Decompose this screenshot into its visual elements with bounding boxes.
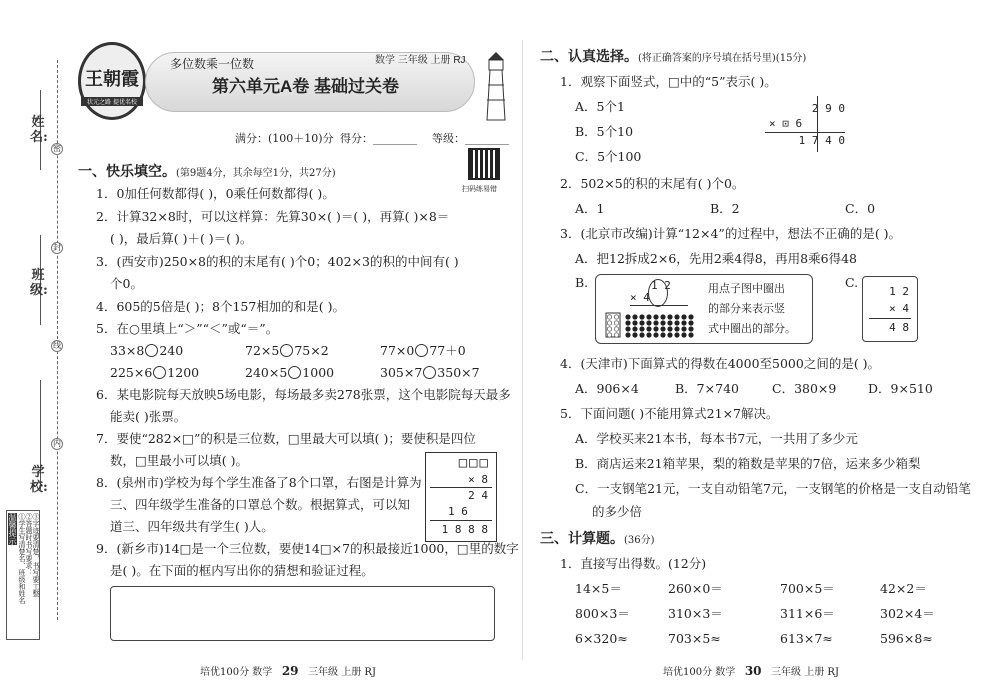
option-label[interactable]: C. [845, 275, 859, 290]
calc-line: × 4 [630, 291, 650, 304]
calc-item[interactable]: 14×5＝ [575, 581, 622, 596]
dot-diagram-box [595, 274, 813, 344]
calc-item[interactable]: 302×4＝ [880, 606, 935, 621]
question-text: 5．下面问题( )不能用算式21×7解决。 [560, 406, 779, 421]
compare-circle[interactable] [288, 366, 301, 379]
notice-title: 温馨提示 [8, 513, 17, 545]
page-number: 30 [744, 664, 762, 678]
compare-row [380, 364, 480, 382]
calc-item[interactable]: 6×320≈ [575, 631, 628, 646]
question-text: 7．要使“282×□”的积是三位数，□里最大可以填( )；要使积是四位 [96, 431, 476, 446]
option[interactable]: C．5个100 [575, 149, 642, 164]
calc-line: 1 7 4 0 [798, 134, 845, 147]
question-text: 能卖( )张票。 [110, 409, 187, 424]
notice-item: ③字迹要清楚，书写要工整 [32, 513, 40, 597]
name-label: 姓名: [30, 115, 48, 145]
calc-rule [430, 487, 492, 488]
caption-line: 式中圈出的部分。 [708, 322, 796, 335]
calc-item[interactable]: 596×8≈ [880, 631, 933, 646]
calc-line: × 8 [468, 473, 488, 486]
compare-circle[interactable] [145, 344, 158, 357]
compare-expr: 77×0 [380, 343, 415, 358]
option[interactable]: A．把12拆成2×6，先用2乘4得8，再用8乘6得48 [575, 251, 857, 266]
calc-item[interactable]: 613×7≈ [780, 631, 833, 646]
question-text: 2．502×5的积的末尾有( )个0。 [560, 176, 745, 191]
page-number: 29 [281, 664, 299, 678]
footer-grade: 三年级 上册 RJ [771, 667, 839, 678]
question-text: 4．605的5倍是( )；8个157相加的和是( )。 [96, 299, 346, 314]
footer-brand: 培优100分 数学 [200, 667, 273, 678]
option[interactable]: A．1 [575, 201, 605, 216]
part1-heading [78, 163, 336, 183]
question-text: 三、四年级学生准备的口罩总个数。根据算式，可以知 [110, 497, 411, 512]
circled-part [648, 279, 668, 307]
compare-expr: 72×5 [245, 343, 280, 358]
option[interactable]: B．7×740 [675, 381, 739, 396]
question-text: 6．某电影院每天放映5场电影，每场最多卖278张票，这个电影院每天最多 [96, 387, 511, 402]
footer-grade: 三年级 上册 RJ [308, 667, 376, 678]
vertical-calc-q1 [755, 102, 845, 152]
calc-line: 1 2 [889, 285, 909, 298]
exam-title: 第六单元A卷 基础过关卷 [212, 77, 399, 96]
calc-line: 1 2 [651, 279, 671, 292]
brand-logo [78, 42, 146, 120]
answer-box-q9[interactable] [110, 586, 495, 641]
calc-line: 2 9 0 [811, 102, 845, 115]
question-text: 1．直接写出得数。(12分) [560, 556, 707, 571]
brand-name: 王朝霞 [85, 69, 139, 90]
question-text: 1．观察下面竖式，□中的“5”表示( )。 [560, 74, 777, 89]
compare-row [110, 342, 183, 360]
notice-item: ①学生写清楚名、班级和姓名 [18, 513, 26, 604]
compare-row [245, 342, 329, 360]
question-text: 2．计算32×8时，可以这样算：先算30×( )＝( )，再算( )×8＝ [96, 209, 450, 224]
compare-expr: 1200 [167, 365, 200, 380]
score-got: 得分：________ [340, 132, 417, 145]
calc-rule [869, 318, 911, 319]
compare-expr: 305×7 [380, 365, 423, 380]
compare-expr: 33×8 [110, 343, 145, 358]
calc-item[interactable]: 310×3＝ [668, 606, 723, 621]
seal-mark: 密 [53, 144, 61, 153]
part3-note: (36分) [624, 535, 655, 546]
option[interactable]: C．0 [845, 201, 876, 216]
part3-title: 三、计算题。 [540, 531, 624, 547]
calc-line: × 4 [889, 302, 909, 315]
dot-array [604, 311, 704, 339]
question-text: 3．(北京市改编)计算“12×4”的过程中，想法不正确的是( )。 [560, 226, 902, 241]
question-text: 道三、四年级共有学生( )人。 [110, 519, 274, 534]
class-label: 班级: [30, 268, 48, 298]
option[interactable]: A．906×4 [575, 381, 639, 396]
calc-item[interactable]: 311×6＝ [780, 606, 835, 621]
compare-circle[interactable] [415, 344, 428, 357]
subject-info: 数学 三年级 上册 RJ [375, 55, 466, 66]
question-text: 3．(西安市)250×8的积的末尾有( )个0；402×3的积的中间有( ) [96, 254, 459, 269]
calc-line: 1 8 8 8 [441, 523, 488, 536]
calc-line: 1 6 [448, 505, 468, 518]
compare-row [380, 342, 466, 360]
calc-item[interactable]: 703×5≈ [668, 631, 721, 646]
school-label: 学校: [30, 465, 48, 495]
caption-line: 的部分来表示竖 [708, 302, 785, 315]
lighthouse-icon [480, 50, 512, 122]
question-text: 8．(泉州市)学校为每个学生准备了8个口罩，右图是计算为 [96, 475, 422, 490]
question-text: 9．(新乡市)14□是一个三位数，要使14□×7的积最接近1000，□里的数字 [96, 541, 519, 556]
calc-item[interactable]: 800×3＝ [575, 606, 630, 621]
notice-box [6, 510, 40, 640]
calc-line: × ⊡ 6 [769, 117, 803, 130]
calc-rule [430, 520, 492, 521]
brand-sub: 状元之路 提优名校 [81, 97, 143, 106]
calc-divider [817, 96, 818, 152]
calc-rule [765, 132, 845, 133]
part3-heading [540, 530, 655, 550]
option[interactable]: B．商店运来21箱苹果，梨的箱数是苹果的7倍，运来多少箱梨 [575, 456, 921, 471]
unit-title: 多位数乘一位数 [170, 57, 255, 71]
compare-expr: 350×7 [437, 365, 480, 380]
compare-row [245, 364, 334, 382]
qr-code-icon[interactable] [468, 148, 500, 180]
footer-left [200, 663, 376, 678]
compare-row [110, 364, 199, 382]
question-text: 数，□里最小可以填( )。 [110, 453, 249, 468]
option[interactable]: C．一支钢笔21元，一支自动铅笔7元，一支钢笔的价格是一支自动铅笔 [575, 481, 971, 496]
page-divider [522, 40, 523, 660]
question-text: ( )，最后算( )＋( )＝( )。 [110, 231, 253, 246]
seal-mark: 封 [53, 243, 61, 252]
score-full: 满分：(100＋10)分 [235, 132, 334, 145]
part1-title: 一、快乐填空。 [78, 164, 176, 180]
part2-title: 二、认真选择。 [540, 49, 638, 65]
calc-item[interactable]: 700×5＝ [780, 581, 835, 596]
vertical-calc-q8 [425, 452, 497, 542]
option-cont: 的多少倍 [592, 504, 643, 519]
part1-note: (第9题4分，其余每空1分，共27分) [176, 168, 336, 179]
part2-note: (将正确答案的序号填在括号里)(15分) [638, 53, 807, 64]
caption-line: 用点子图中圈出 [708, 282, 785, 295]
question-text: 是( )。在下面的框内写出你的猜想和验证过程。 [110, 563, 374, 578]
option[interactable]: B．5个10 [575, 124, 634, 139]
option[interactable]: B．2 [710, 201, 740, 216]
notice-item: ②答题时书写要求： [25, 513, 33, 576]
question-text: 4．(天津市)下面算式的得数在4000至5000之间的是( )。 [560, 356, 881, 371]
compare-circle[interactable] [423, 366, 436, 379]
blank-boxes[interactable]: □□□ [458, 455, 490, 471]
option[interactable]: C．380×9 [772, 381, 837, 396]
part2-heading [540, 48, 806, 68]
compare-circle[interactable] [153, 366, 166, 379]
calc-line: 2 4 [468, 489, 488, 502]
compare-expr: 77＋0 [429, 343, 466, 358]
question-text: 1．0加任何数都得( )，0乘任何数都得( )。 [96, 186, 335, 201]
calc-item[interactable]: 42×2＝ [880, 581, 927, 596]
calc-item[interactable]: 260×0＝ [668, 581, 723, 596]
question-text: 5．在○里填上“＞”“＜”或“＝”。 [96, 321, 279, 336]
option[interactable]: D．9×510 [868, 381, 933, 396]
footer-brand: 培优100分 数学 [663, 667, 736, 678]
compare-expr: 225×6 [110, 365, 153, 380]
seal-mark: 内 [53, 439, 61, 448]
footer-right [663, 663, 839, 678]
grade-field: 等级：________ [432, 132, 509, 145]
option[interactable]: A．学校买来21本书，每本书7元，一共用了多少元 [575, 431, 858, 446]
diagram-caption [708, 279, 796, 339]
compare-expr: 240 [159, 343, 184, 358]
option-label[interactable]: B. [575, 275, 589, 290]
compare-expr: 1000 [302, 365, 335, 380]
option[interactable]: A．5个1 [575, 99, 625, 114]
seal-mark: 线 [53, 341, 61, 350]
calc-line: 4 8 [889, 321, 909, 334]
compare-circle[interactable] [280, 344, 293, 357]
vertical-calc-q3c [862, 276, 918, 342]
compare-expr: 240×5 [245, 365, 288, 380]
question-text: 个0。 [110, 276, 143, 291]
compare-expr: 75×2 [294, 343, 329, 358]
qr-caption: 扫码练易错 [462, 185, 497, 193]
